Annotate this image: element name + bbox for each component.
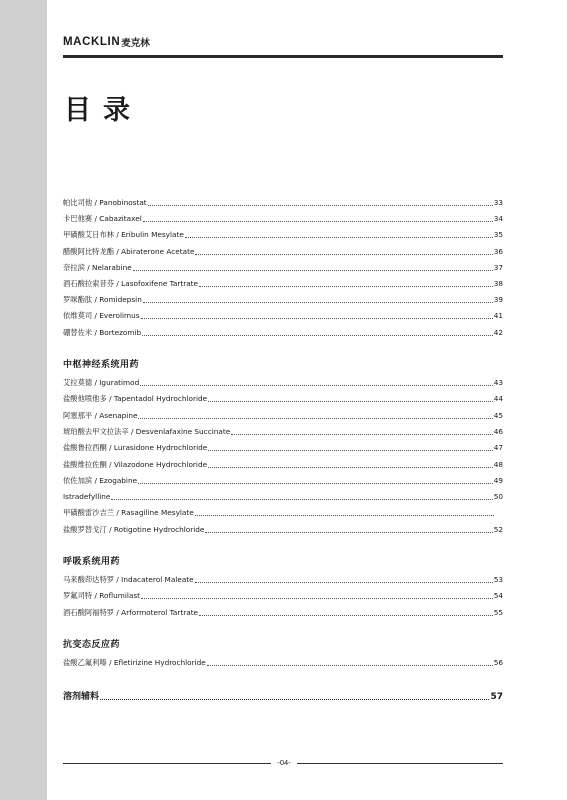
dot-leader: [133, 269, 493, 271]
toc-entry[interactable]: [63, 308, 503, 321]
toc-entry[interactable]: [63, 276, 503, 289]
toc-entry-name: 奈拉滨 / Nelarabine: [63, 262, 132, 272]
toc-entry-page: 53: [493, 575, 503, 584]
toc-entry-name: 盐酸鲁拉西酮 / Lurasidone Hydrochloride: [63, 443, 208, 453]
logo-latin-text: MACKLIN: [63, 36, 121, 48]
toc-entry-page: 33: [493, 198, 503, 207]
toc-entry-name: 盐酸罗替戈汀 / Rotigotine Hydrochloride: [63, 524, 205, 534]
toc-entry-page: 48: [493, 459, 503, 469]
toc-entry[interactable]: [63, 588, 503, 601]
toc-entry-name: 依维莫司 / Everolimus: [63, 311, 140, 321]
toc-entry-name: 溶剂辅料: [63, 692, 100, 702]
dot-leader: [140, 384, 492, 386]
footer-rule-left: [63, 763, 271, 764]
toc-entry-solvents[interactable]: [63, 688, 503, 702]
toc-entry-page: 47: [493, 443, 503, 453]
toc-entry-name: 琥珀酸去甲文拉法辛 / Desvenlafaxine Succinate: [63, 426, 231, 436]
toc-entry-name: 帕比司他 / Panobinostat: [63, 198, 147, 207]
toc-entry-name: 醋酸阿比特龙酯 / Abiraterone Acetate: [63, 246, 195, 256]
toc-entry[interactable]: [63, 325, 503, 338]
toc-entry-page: 54: [493, 591, 503, 601]
dot-leader: [143, 220, 493, 222]
toc-entry-page: 56: [493, 658, 503, 667]
dot-leader: [138, 417, 492, 419]
toc-entry-page: 34: [493, 214, 503, 224]
toc-entry-page: 36: [493, 246, 503, 256]
toc-entry-page: 57: [490, 692, 503, 702]
toc-entry[interactable]: [63, 292, 503, 305]
dot-leader: [208, 466, 493, 468]
toc-entry-page: 35: [493, 230, 503, 240]
toc-entry[interactable]: [63, 227, 503, 240]
section-title: 抗变态反应药: [63, 640, 121, 650]
toc-entry-page: 52: [493, 524, 503, 534]
logo-chinese-text: 麦克林: [121, 38, 150, 49]
toc-entry[interactable]: [63, 457, 503, 470]
toc-entry-name: 依佐加滨 / Ezogabine: [63, 475, 138, 485]
toc-entry[interactable]: [63, 473, 503, 486]
dot-leader: [208, 449, 492, 451]
dot-leader: [195, 514, 494, 516]
toc-entry-name: 罗咪酯肽 / Romidepsin: [63, 295, 142, 305]
toc-entry-name: 卡巴他赛 / Cabazitaxel: [63, 214, 142, 224]
toc-entry-name: 盐酸他喷他多 / Tapentadol Hydrochloride: [63, 394, 208, 404]
footer-rule-right: [297, 763, 503, 764]
toc-entry[interactable]: [63, 440, 503, 453]
toc-entry-name: 艾拉莫德 / Iguratimod: [63, 378, 140, 387]
dot-leader: [148, 204, 493, 206]
toc-entry-name: 甲磺酸艾日布林 / Eribulin Mesylate: [63, 230, 184, 240]
dot-leader: [185, 236, 493, 238]
toc-entry-page: 55: [493, 607, 503, 617]
toc-entry[interactable]: [63, 244, 503, 257]
page-title: 目录: [64, 95, 142, 126]
toc-entry-page: 38: [493, 279, 503, 288]
header-rule: [63, 55, 503, 58]
dot-leader: [231, 433, 493, 435]
toc-entry-page: 39: [493, 295, 503, 305]
toc-entry[interactable]: [63, 375, 503, 388]
dot-leader: [111, 498, 492, 500]
toc-entry[interactable]: [63, 260, 503, 273]
toc-entry[interactable]: [63, 195, 503, 208]
dot-leader: [199, 285, 493, 287]
toc-entry-page: 37: [493, 262, 503, 272]
toc-entry-name: 硼替佐米 / Bortezomib: [63, 327, 142, 337]
toc-entry-name: Istradefylline: [63, 492, 111, 502]
toc-entry-page: 46: [493, 426, 503, 436]
toc-entry-name: 罗氟司特 / Roflumilast: [63, 591, 141, 601]
toc-entry[interactable]: [63, 391, 503, 404]
dot-leader: [195, 253, 492, 255]
dot-leader: [205, 531, 492, 533]
dot-leader: [207, 664, 493, 666]
toc-entry[interactable]: [63, 572, 503, 585]
toc-entry[interactable]: [63, 211, 503, 224]
toc-entry[interactable]: [63, 424, 503, 437]
section-title: 呼吸系统用药: [63, 557, 121, 567]
toc-entry[interactable]: [63, 489, 503, 502]
toc-entry-name: 马来酸茚达特罗 / Indacaterol Maleate: [63, 575, 194, 584]
toc-entry-page: 45: [493, 410, 503, 420]
toc-entry[interactable]: [63, 655, 503, 668]
dot-leader: [199, 614, 493, 616]
dot-leader: [208, 400, 493, 402]
toc-entry-page: 49: [493, 475, 503, 485]
toc-entry[interactable]: [63, 605, 503, 618]
macklin-logo: [63, 36, 150, 48]
toc-entry-page: 50: [493, 492, 503, 502]
toc-entry[interactable]: [63, 408, 503, 421]
toc-entry-name: 盐酸维拉佐酮 / Vilazodone Hydrochloride: [63, 459, 208, 469]
section-title: 中枢神经系统用药: [63, 360, 140, 370]
page-sidebar-band: [0, 0, 47, 800]
dot-leader: [143, 301, 493, 303]
toc-entry-name: 酒石酸阿福特罗 / Arformoterol Tartrate: [63, 607, 199, 617]
toc-entry[interactable]: [63, 522, 503, 535]
toc-entry-page: 44: [493, 394, 503, 404]
dot-leader: [195, 581, 493, 583]
dot-leader: [100, 698, 489, 700]
toc-entry-name: 甲磺酸雷沙吉兰 / Rasagiline Mesylate: [63, 508, 194, 518]
page-number: -04-: [277, 758, 291, 767]
dot-leader: [138, 482, 493, 484]
toc-entry-name: 酒石酸拉索昔芬 / Lasofoxifene Tartrate: [63, 279, 199, 288]
dot-leader: [142, 334, 493, 336]
dot-leader: [141, 597, 493, 599]
toc-entry-page: 42: [493, 327, 503, 337]
toc-entry[interactable]: [63, 505, 503, 518]
toc-entry-page: 43: [493, 378, 503, 387]
toc-entry-page: 41: [493, 311, 503, 321]
toc-entry-name: 盐酸乙氟利嗪 / Efletirizine Hydrochloride: [63, 658, 206, 667]
dot-leader: [141, 317, 493, 319]
toc-entry-name: 阿塞那平 / Asenapine: [63, 410, 138, 420]
